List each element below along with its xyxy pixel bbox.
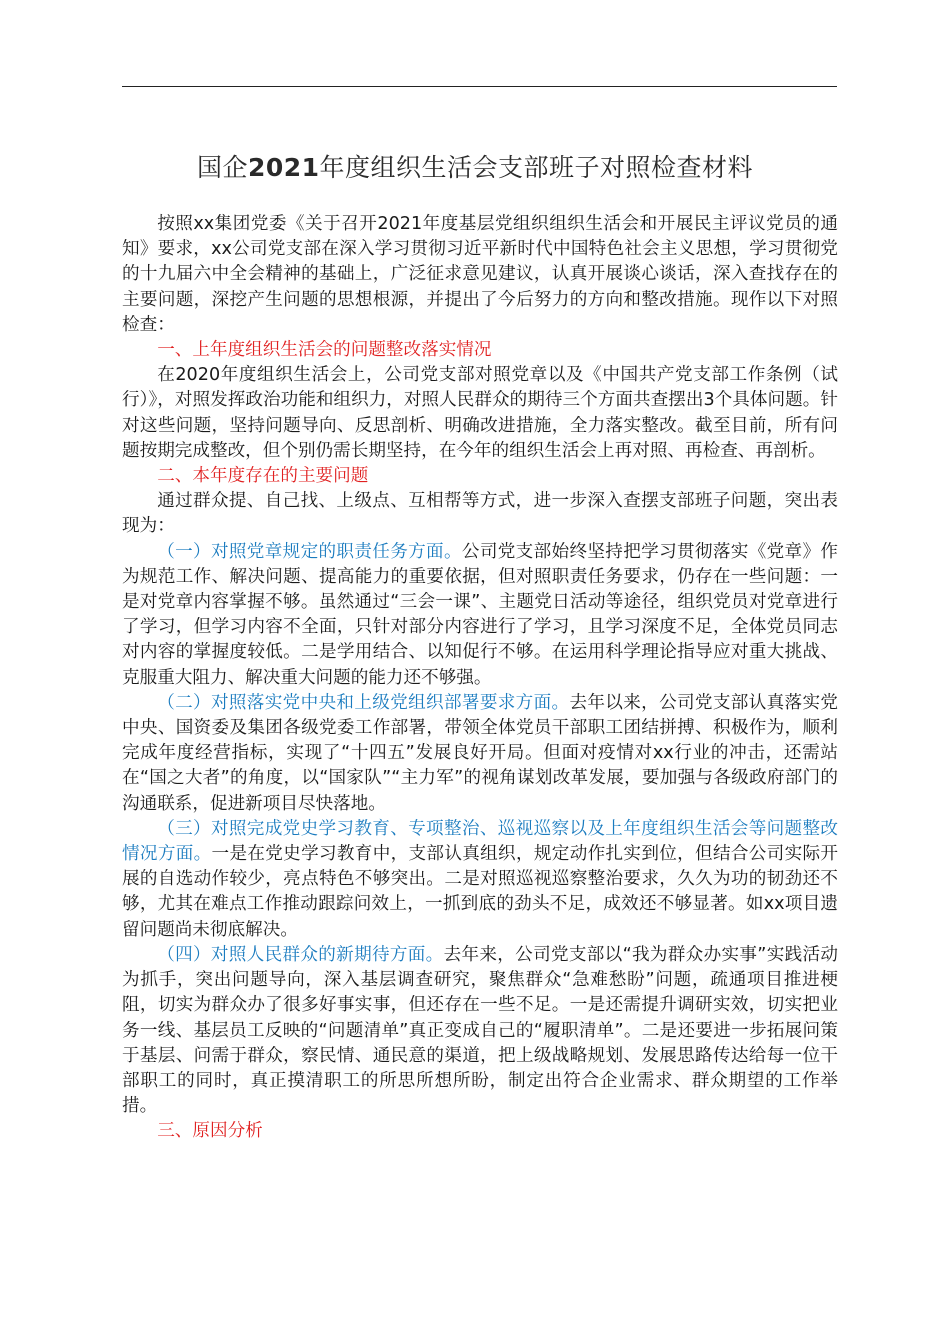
section2-paragraph: 通过群众提、自己找、上级点、互相帮等方式，进一步深入查摆支部班子问题，突出表现为： (122, 491, 838, 537)
header-rule (122, 86, 837, 87)
section3-heading: 三、原因分析 (157, 1121, 263, 1142)
intro-paragraph: 按照xx集团党委《关于召开2021年度基层党组织组织生活会和开展民主评议党员的通知》要求，xx公司党支部在深入学习贯彻习近平新时代中国特色社会主义思想，学习贯彻党的十九届六中全会精神的基础上，广泛征求意见建议，认真开展谈心谈话，深入查找存在的主要问题，深挖产生问题的思想根源，并提出了今后努力的方向和整改措施。现作以下对照检查： (122, 214, 838, 335)
sub4-heading: （四）对照人民群众的新期待方面。 (157, 944, 444, 965)
sub3-text: 一是在党史学习教育中，支部认真组织，规定动作扎实到位，但结合公司实际开展的自选动作较少，亮点特色不够突出。二是对照巡视巡察整治要求，久久为功的韧劲还不够，尤其在难点工作推动跟踪问效上，一抓到底的劲头不足，成效还不够显著。如xx项目遗留问题尚未彻底解决。 (122, 844, 838, 940)
section2-heading: 二、本年度存在的主要问题 (157, 466, 369, 487)
title-year: 2021 (247, 153, 320, 182)
document-body (122, 212, 838, 1145)
sub1-heading: （一）对照党章规定的职责任务方面。 (157, 541, 462, 562)
title-prefix: 国企 (196, 153, 248, 182)
section1-heading: 一、上年度组织生活会的问题整改落实情况 (157, 340, 492, 361)
sub2-paragraph (122, 691, 838, 817)
sub4-text: 去年来，公司党支部以“我为群众办实事”实践活动为抓手，突出问题导向，深入基层调查研究，聚焦群众“急难愁盼”问题，疏通项目推进梗阻，切实为群众办了很多好事实事，但还存在一些不足。一是还需提升调研实效，切实把业务一线、基层员工反映的“问题清单”真正变成自己的“履职清单”。二是还要进一步拓展问策于基层、问需于群众，察民情、通民意的渠道，把上级战略规划、发展思路传达给每一位干部职工的同时，真正摸清职工的所思所想所盼，制定出符合企业需求、群众期望的工作举措。 (122, 944, 838, 1117)
sub1-text: 公司党支部始终坚持把学习贯彻落实《党章》作为规范工作、解决问题、提高能力的重要依据，但对照职责任务要求，仍存在一些问题：一是对党章内容掌握不够。虽然通过“三会一课”、主题党日活动等途径，组织党员对党章进行了学习，但学习内容不全面，只针对部分内容进行了学习，且学习深度不足，全体党员同志对内容的掌握度较低。二是学用结合、以知促行不够。在运用科学理论指导应对重大挑战、克服重大阻力、解决重大问题的能力还不够强。 (122, 541, 838, 688)
sub3-paragraph (122, 817, 838, 943)
sub1-paragraph (122, 540, 838, 691)
document-title (0, 150, 950, 186)
sub3-heading: （三）对照完成党史学习教育、专项整治、巡视巡察以及上年度组织生活会等问题整改情况方面。 (122, 818, 838, 865)
sub4-paragraph (122, 943, 838, 1119)
sub2-text: 去年以来，公司党支部认真落实党中央、国资委及集团各级党委工作部署，带领全体党员干部职工团结拼搏、积极作为，顺利完成年度经营指标，实现了“十四五”发展良好开局。但面对疫情对xx行业的冲击，还需站在“国之大者”的角度，以“国家队”“主力军”的视角谋划改革发展，要加强与各级政府部门的沟通联系，促进新项目尽快落地。 (122, 692, 838, 814)
title-suffix: 年度组织生活会支部班子对照检查材料 (319, 153, 754, 182)
section1-paragraph: 在2020年度组织生活会上，公司党支部对照党章以及《中国共产党支部工作条例（试行）》，对照发挥政治功能和组织力，对照人民群众的期待三个方面共查摆出3个具体问题。针对这些问题，坚持问题导向、反思剖析、明确改进措施，全力落实整改。截至目前，所有问题按期完成整改，但个别仍需长期坚持，在今年的组织生活会上再对照、再检查、再剖析。 (122, 365, 838, 461)
sub2-heading: （二）对照落实党中央和上级党组织部署要求方面。 (157, 692, 570, 713)
